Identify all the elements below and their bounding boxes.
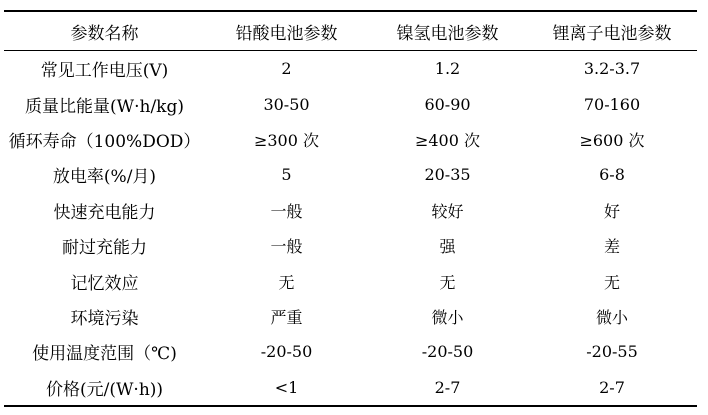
row-label: 常见工作电压(V) (40, 61, 169, 82)
cell-lead-acid: 无 (278, 272, 295, 292)
cell-lead-acid: 2 (281, 59, 292, 79)
header-cell-parameter: 参数名称 (70, 23, 139, 44)
row-label: 记忆效应 (70, 273, 139, 294)
cell-nimh: -20-50 (421, 342, 474, 362)
table-header (4, 11, 697, 51)
cell-li-ion: 好 (603, 201, 620, 221)
cell-lead-acid: -20-50 (260, 342, 313, 362)
cell-lead-acid: 30-50 (263, 94, 310, 114)
header-row (4, 11, 697, 51)
header-cell-li-ion: 锂离子电池参数 (552, 23, 672, 44)
row-label: 快速充电能力 (53, 202, 156, 223)
row-label: 环境污染 (70, 308, 139, 329)
cell-li-ion: -20-55 (586, 342, 638, 362)
table-row (4, 86, 697, 121)
row-label: 价格(元/(W·h)) (45, 379, 164, 400)
row-label: 耐过充能力 (62, 238, 147, 259)
cell-nimh: 强 (439, 237, 456, 257)
table-row (4, 228, 697, 263)
cell-nimh: ≥400 次 (414, 130, 481, 150)
cell-lead-acid: 严重 (270, 307, 303, 327)
table-row (4, 370, 697, 406)
cell-lead-acid: 一般 (270, 237, 303, 257)
cell-nimh: 无 (439, 272, 456, 292)
table-row (4, 193, 697, 228)
cell-lead-acid: 5 (281, 165, 292, 185)
header-cell-lead-acid: 铅酸电池参数 (235, 23, 338, 44)
cell-li-ion: 无 (603, 272, 620, 292)
battery-comparison-table (4, 10, 697, 407)
cell-li-ion: 微小 (595, 307, 628, 327)
row-label: 质量比能量(W·h/kg) (24, 96, 184, 117)
cell-nimh: 20-35 (424, 165, 471, 185)
table-row (4, 263, 697, 298)
cell-nimh: 2-7 (434, 377, 461, 397)
table-body (4, 51, 697, 406)
cell-li-ion: ≥600 次 (579, 130, 645, 150)
cell-li-ion: 70-160 (583, 94, 641, 114)
cell-li-ion: 差 (603, 237, 620, 257)
cell-nimh: 1.2 (434, 59, 461, 79)
cell-nimh: 60-90 (424, 94, 471, 114)
cell-lead-acid: 一般 (270, 201, 303, 221)
cell-lead-acid: ≥300 次 (253, 130, 320, 150)
cell-li-ion: 2-7 (599, 377, 625, 397)
row-label: 使用温度范围（℃) (32, 344, 177, 365)
table-row (4, 299, 697, 334)
table-row (4, 157, 697, 192)
cell-li-ion: 3.2-3.7 (583, 59, 641, 79)
table-row (4, 51, 697, 87)
header-cell-nimh: 镍氢电池参数 (396, 23, 499, 44)
row-label: 放电率(%/月) (52, 167, 157, 188)
cell-li-ion: 6-8 (599, 165, 625, 185)
battery-comparison-table-wrapper (4, 10, 697, 407)
cell-nimh: 微小 (431, 307, 464, 327)
table-row (4, 122, 697, 157)
table-row (4, 334, 697, 369)
cell-lead-acid: <1 (274, 377, 299, 397)
row-label: 循环寿命（100%DOD） (8, 131, 201, 152)
cell-nimh: 较好 (431, 201, 464, 221)
